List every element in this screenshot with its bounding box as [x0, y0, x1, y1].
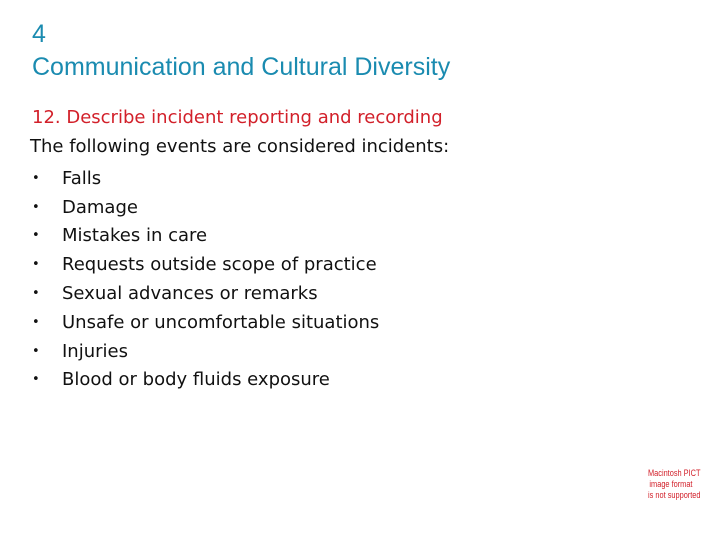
- list-item: [30, 250, 379, 279]
- list-item-text: Unsafe or uncomfortable situations: [62, 311, 380, 333]
- placeholder-line: Macintosh PICT: [648, 468, 701, 478]
- bullet-icon: •: [32, 286, 40, 302]
- list-item: [30, 308, 379, 337]
- incident-list: [30, 164, 379, 394]
- bullet-icon: •: [32, 372, 40, 388]
- list-item-text: Blood or body fluids exposure: [62, 369, 330, 391]
- unsupported-image-placeholder: [648, 468, 701, 501]
- slide-title: [32, 18, 450, 84]
- list-item: [30, 366, 379, 395]
- bullet-icon: •: [32, 199, 40, 215]
- list-item-text: Damage: [62, 196, 138, 218]
- list-item-text: Requests outside scope of practice: [62, 254, 377, 276]
- placeholder-line: image format: [649, 479, 693, 489]
- slide-number: 4: [32, 20, 46, 48]
- list-item: [30, 279, 379, 308]
- list-item-text: Injuries: [62, 340, 128, 362]
- list-item-text: Mistakes in care: [62, 225, 208, 247]
- bullet-icon: •: [32, 257, 40, 273]
- section-heading: 12. Describe incident reporting and recording: [32, 107, 443, 128]
- list-item: [30, 193, 379, 222]
- intro-text: The following events are considered incidents:: [30, 136, 450, 157]
- list-item: [30, 222, 379, 251]
- list-item-text: Sexual advances or remarks: [62, 283, 318, 305]
- chapter-title: Communication and Cultural Diversity: [32, 53, 451, 81]
- bullet-icon: •: [32, 170, 40, 186]
- list-item-text: Falls: [62, 167, 102, 189]
- placeholder-line: is not supported: [648, 490, 701, 500]
- bullet-icon: •: [32, 314, 40, 330]
- list-item: [30, 164, 379, 193]
- bullet-icon: •: [32, 228, 40, 244]
- list-item: [30, 337, 379, 366]
- bullet-icon: •: [32, 343, 40, 359]
